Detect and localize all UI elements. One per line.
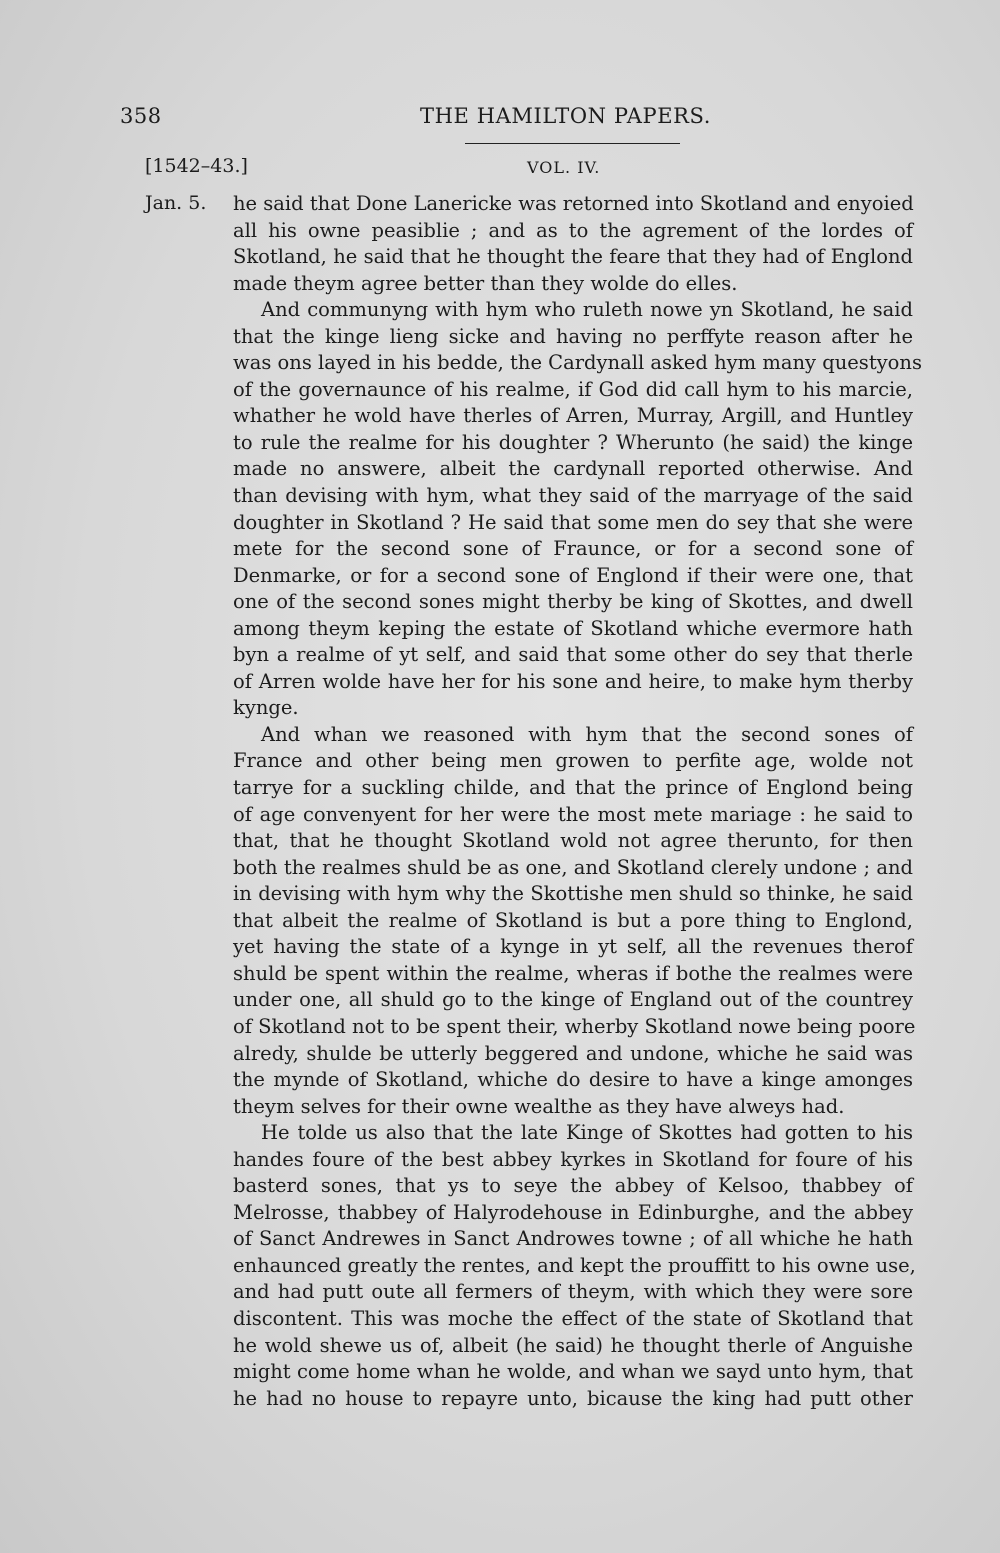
text-line: tarrye for a suckling childe, and that the prince of Englond being [233,776,913,800]
text-line: among theym keping the estate of Skotland whiche evermore hath [233,616,913,640]
text-line: shuld be spent within the realme, wheras if bothe the realmes were [233,961,913,985]
text-line: than devising with hym, what they said of the marryage of the said [233,484,913,508]
running-title: THE HAMILTON PAPERS. [420,104,712,128]
text-line: the mynde of Skotland, whiche do desire to have a kinge amonges [233,1068,913,1092]
text-line: and had putt oute all fermers of theym, with which they were sore [233,1280,913,1304]
volume-label: VOL. IV. [527,158,601,177]
text-line: And communyng with hym who ruleth nowe yn Skotland, he said [261,298,913,322]
text-line: made theym agree better than they wolde do elles. [233,271,738,295]
text-line: was ons layed in his bedde, the Cardynall asked hym many questyons [233,351,922,375]
text-line: discontent. This was moche the effect of the state of Skotland that [233,1306,913,1330]
text-line: might come home whan he wolde, and whan we sayd unto hym, that [233,1360,913,1384]
text-line: He tolde us also that the late Kinge of Skottes had gotten to his [261,1121,913,1145]
text-line: under one, all shuld go to the kinge of England out of the countrey [233,988,913,1012]
header-rule [465,143,680,144]
text-line: theym selves for their owne wealthe as they have alweys had. [233,1094,845,1118]
text-line: yet having the state of a kynge in yt self, all the revenues therof [233,935,913,959]
text-line: made no answere, albeit the cardynall reported otherwise. And [233,457,913,481]
text-line: all his owne peasiblie ; and as to the agrement of the lordes of [233,218,913,242]
text-line: Skotland, he said that he thought the feare that they had of Englond [233,245,913,269]
text-line: kynge. [233,696,299,720]
text-line: one of the second sones might therby be king of Skottes, and dwell [233,590,913,614]
text-line: handes foure of the best abbey kyrkes in Skotland for foure of his [233,1147,913,1171]
text-line: of Sanct Andrewes in Sanct Androwes towne ; of all whiche he hath [233,1227,913,1251]
text-line: he had no house to repayre unto, bicause the king had putt other [233,1386,913,1410]
text-line: basterd sones, that ys to seye the abbey of Kelsoo, thabbey of [233,1174,913,1198]
text-line: he said that Done Lanericke was retorned into Skotland and enyoied [233,192,914,215]
text-line: And whan we reasoned with hym that the second sones of [261,722,913,746]
text-line: that, that he thought Skotland wold not agree therunto, for then [233,829,913,853]
text-line: both the realmes shuld be as one, and Skotland clerely undone ; and [233,855,913,879]
body-text [233,191,922,1412]
text-line: that the kinge lieng sicke and having no perffyte reason after he [233,324,913,348]
text-line: of age convenyent for her were the most mete mariage : he said to [233,802,913,826]
text-line: of the governaunce of his realme, if God did call hym to his marcie, [233,377,913,401]
text-line: enhaunced greatly the rentes, and kept the prouffitt to his owne use, [233,1253,916,1277]
text-line: alredy, shulde be utterly beggered and undone, whiche he said was [233,1041,913,1065]
text-line: mete for the second sone of Fraunce, or for a second sone of [233,537,913,561]
text-line: of Arren wolde have her for his sone and heire, to make hym therby [233,669,913,693]
text-line: Melrosse, thabbey of Halyrodehouse in Edinburghe, and the abbey [233,1200,913,1224]
text-line: to rule the realme for his doughter ? Wherunto (he said) the kinge [233,430,913,454]
year-bracket: [1542–43.] [145,155,248,177]
text-line: of Skotland not to be spent their, wherby Skotland nowe being poore [233,1014,916,1038]
page-number: 358 [120,104,162,128]
text-line: Denmarke, or for a second sone of Englond if their were one, that [233,563,913,587]
text-line: whather he wold have therles of Arren, Murray, Argill, and Huntley [233,404,913,428]
text-line: byn a realme of yt self, and said that some other do sey that therle [233,643,913,667]
text-line: in devising with hym why the Skottishe men shuld so thinke, he said [233,882,913,906]
text-line: that albeit the realme of Skotland is but a pore thing to Englond, [233,908,913,932]
text-line: doughter in Skotland ? He said that some men do sey that she were [233,510,913,534]
margin-date: Jan. 5. [145,192,207,214]
text-line: France and other being men growen to perfite age, wolde not [233,749,913,773]
page-header [120,104,920,138]
text-line: he wold shewe us of, albeit (he said) he thought therle of Anguishe [233,1333,913,1357]
